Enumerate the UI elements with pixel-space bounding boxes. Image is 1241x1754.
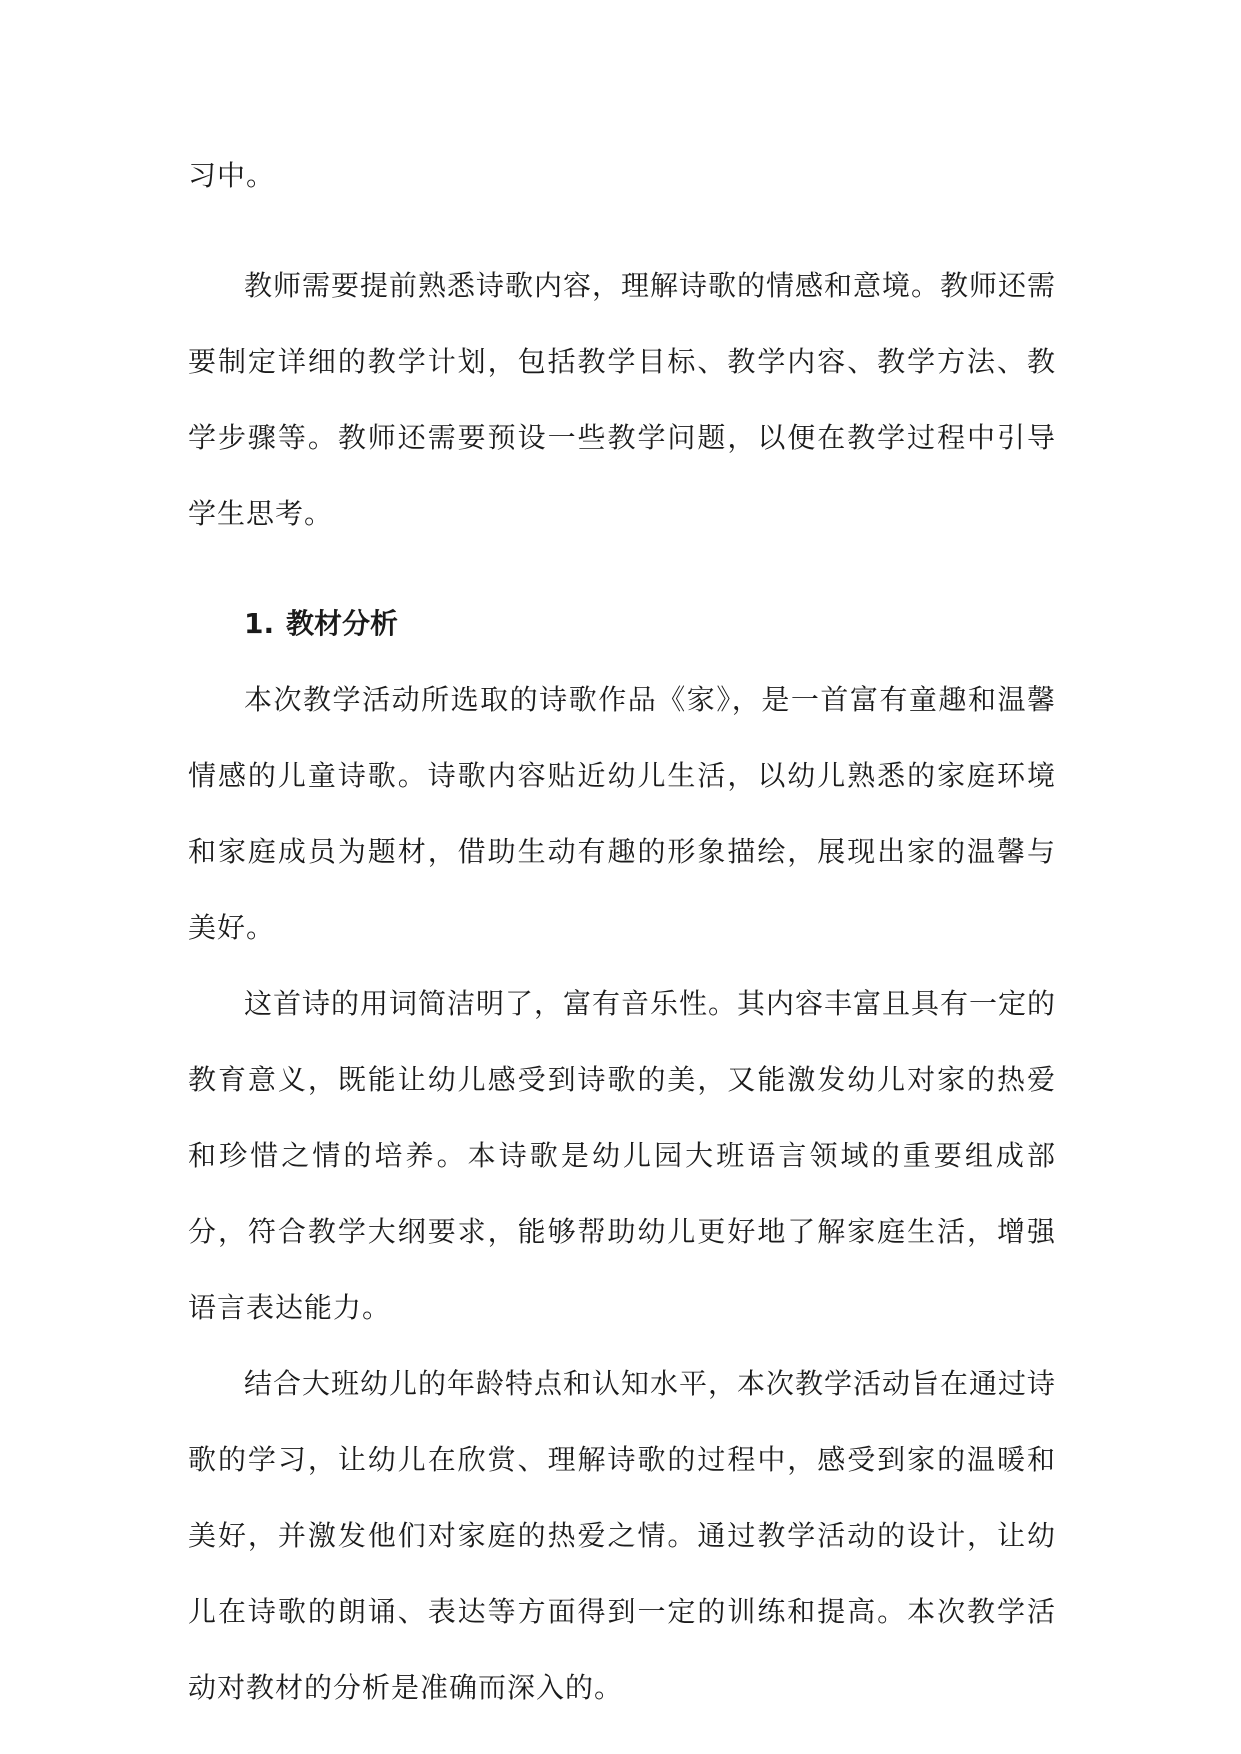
body-paragraph: 本次教学活动所选取的诗歌作品《家》，是一首富有童趣和温馨情感的儿童诗歌。诗歌内容贴近幼儿生活，以幼儿熟悉的家庭环境和家庭成员为题材，借助生动有趣的形象描绘，展现出家的温馨与美好。 [188,683,1056,944]
section-number: 1. [244,607,275,640]
document-page [188,138,1056,1726]
section-title: 教材分析 [286,607,399,640]
body-paragraph: 这首诗的用词简洁明了，富有音乐性。其内容丰富且具有一定的教育意义，既能让幼儿感受到诗歌的美，又能激发幼儿对家的热爱和珍惜之情的培养。本诗歌是幼儿园大班语言领域的重要组成部分，符合教学大纲要求，能够帮助幼儿更好地了解家庭生活，增强语言表达能力。 [188,987,1057,1324]
intro-paragraph: 教师需要提前熟悉诗歌内容，理解诗歌的情感和意境。教师还需要制定详细的教学计划，包括教学目标、教学内容、教学方法、教学步骤等。教师还需要预设一些教学问题，以便在教学过程中引导学生思考。 [188,269,1057,530]
body-paragraph: 结合大班幼儿的年龄特点和认知水平，本次教学活动旨在通过诗歌的学习，让幼儿在欣赏、理解诗歌的过程中，感受到家的温暖和美好，并激发他们对家庭的热爱之情。通过教学活动的设计，让幼儿在诗歌的朗诵、表达等方面得到一定的训练和提高。本次教学活动对教材的分析是准确而深入的。 [188,1367,1057,1704]
continuation-text: 习中。 [188,159,276,192]
section-heading [188,586,1056,662]
